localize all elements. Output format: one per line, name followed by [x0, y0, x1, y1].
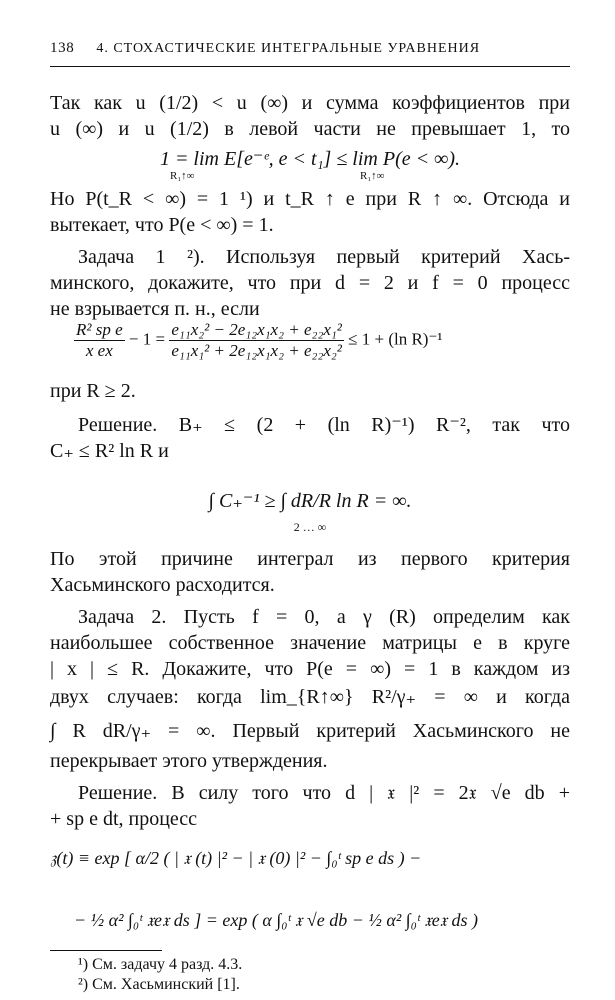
task2-line5: ∫ R dR/γ₊ = ∞. Первый критерий Хасьминского не — [50, 720, 570, 742]
solution1-line4: Хасьминского расходится. — [50, 574, 275, 596]
paragraph2-line2: вытекает, что P(e < ∞) = 1. — [50, 214, 274, 236]
task2-line6: перекрывает этого утверждения. — [50, 750, 328, 772]
solution1-integral: ∫ C₊⁻¹ ≥ ∫ dR/R ln R = ∞. — [208, 490, 412, 512]
task2-line4: двух случаев: когда lim_{R↑∞} R²/γ₊ = ∞ и когда — [50, 686, 570, 708]
task1-line3: не взрывается п. н., если — [50, 298, 260, 320]
solution1-line3: По этой причине интеграл из первого критерия — [50, 548, 570, 570]
book-page: 138 4. СТОХАСТИЧЕСКИЕ ИНТЕГРАЛЬНЫЕ УРАВНЕНИЯ Так как u (1/2) < u (∞) и сумма коэффициентов при u (∞) и u (1/2) в левой части не превышает 1, то 1 = lim E[e⁻ᵉ, e < t₁] ≤ lim P(e < ∞). R₁↑∞ R₁↑∞ Но P(t_R < ∞) = 1 ¹) и t_R ↑ e при R ↑ ∞. Отсюда и вытекает, что P(e < ∞) = 1. Задача 1 ²). Используя первый критерий Хась- минского, докажите, что при d = 2 и f = 0 процесс не взрывается п. н., если $\frac{\text{R² sp e}}{\text{x ex}}$ − 1 = $\frac{\text{e₁₁x₂² − 2e₁₂x₁x₂ + e₂₂x₁²}}{\text{e₁₁x₁² + 2e₁₂x₁x₂ + e₂₂x₂²}}$ ≤ 1 + (ln R)⁻¹ при R ≥ 2. Решение. B₊ ≤ (2 + (ln R)⁻¹) R⁻², так что C₊ ≤ R² ln R и ∫ C₊⁻¹ ≥ ∫ dR/R ln R = ∞. 2 … ∞ По этой причине интеграл из первого критерия Хасьминского расходится. Задача 2. Пусть f = 0, а γ (R) определим как наибольшее собственное значение матрицы e в круге | x | ≤ R. Докажите, что P(e = ∞) = 1 в каждом из двух случаев: когда lim_{R↑∞} R²/γ₊ = ∞ и когда ∫ R dR/γ₊ = ∞. Первый критерий Хасьминского не перекрывает этого утверждения. Решение. В силу того что d | 𝔵 |² = 2𝔵 √e db + + sp e dt, процесс 𝔷(t) ≡ exp [ α/2 ( | 𝔵 (t) |² − | 𝔵 (0) |² − ∫₀ᵗ sp e ds ) − − ½ α² ∫₀ᵗ 𝔵e𝔵 ds ] = exp ( α ∫₀ᵗ 𝔵 √e db − ½ α² ∫₀ᵗ 𝔵e𝔵 ds ) ¹) См. задачу 4 разд. 4.3. ²) См. Хасьминский [1]. — [50, 40, 570, 67]
running-header — [50, 40, 570, 67]
task1-condition: при R ≥ 2. — [50, 380, 136, 402]
fraction-lhs: $\frac{\text{R² sp e}}{\text{x ex}}$ — [76, 320, 123, 360]
page-number: 138 — [50, 40, 75, 56]
formula-limit: 1 = lim E[e⁻ᵉ, e < t₁] ≤ lim P(e < ∞). — [159, 148, 461, 170]
paragraph1-line2: u (∞) и u (1/2) в левой части не превышает 1, то — [50, 118, 570, 140]
footnote-1: ¹) См. задачу 4 разд. 4.3. — [78, 956, 243, 973]
task2-line2: наибольшее собственное значение матрицы e в круге — [50, 632, 570, 654]
solution2-line1: Решение. В силу того что d | 𝔵 |² = 2𝔵 √e db + — [78, 782, 570, 804]
formula-ratio: $\frac{\text{R² sp e}}{\text{x ex}}$ − 1 = $\frac{\text{e₁₁x₂² − 2e₁₂x₁x₂ + e₂₂x₁²}}{\text{e₁₁x₁² + 2e₁₂x₁x₂ + e₂₂x₂²}}$ ≤ 1 + (ln R)⁻¹ — [76, 320, 443, 360]
fraction-rhs: $\frac{\text{e₁₁x₂² − 2e₁₂x₁x₂ + e₂₂x₁²}}{\text{e₁₁x₁² + 2e₁₂x₁x₂ + e₂₂x₂²}}$ — [171, 320, 342, 360]
solution2-formula1: 𝔷(t) ≡ exp [ α/2 ( | 𝔵 (t) |² − | 𝔵 (0) |² − ∫₀ᵗ sp e ds ) − — [50, 848, 422, 868]
task1-line1: Задача 1 ²). Используя первый критерий Хась- — [78, 246, 570, 268]
task2-line3: | x | ≤ R. Докажите, что P(e = ∞) = 1 в каждом из — [50, 658, 570, 680]
solution1-line1: Решение. B₊ ≤ (2 + (ln R)⁻¹) R⁻², так что — [78, 414, 570, 436]
footnote-2: ²) См. Хасьминский [1]. — [78, 976, 240, 993]
solution1-integral-limits: 2 … ∞ — [293, 520, 327, 534]
task2-line1: Задача 2. Пусть f = 0, а γ (R) определим как — [78, 606, 570, 628]
chapter-title: 4. СТОХАСТИЧЕСКИЕ ИНТЕГРАЛЬНЫЕ УРАВНЕНИЯ — [96, 41, 481, 56]
solution2-formula2: − ½ α² ∫₀ᵗ 𝔵e𝔵 ds ] = exp ( α ∫₀ᵗ 𝔵 √e db − ½ α² ∫₀ᵗ 𝔵e𝔵 ds ) — [74, 910, 478, 930]
task1-line2: минского, докажите, что при d = 2 и f = 0 процесс — [50, 272, 570, 294]
footnote-rule — [50, 950, 162, 951]
paragraph2-line1: Но P(t_R < ∞) = 1 ¹) и t_R ↑ e при R ↑ ∞. Отсюда и — [50, 188, 570, 210]
solution2-line2: + sp e dt, процесс — [50, 808, 198, 830]
solution1-line2: C₊ ≤ R² ln R и — [50, 440, 169, 462]
paragraph1-line1: Так как u (1/2) < u (∞) и сумма коэффициентов при — [50, 92, 570, 114]
